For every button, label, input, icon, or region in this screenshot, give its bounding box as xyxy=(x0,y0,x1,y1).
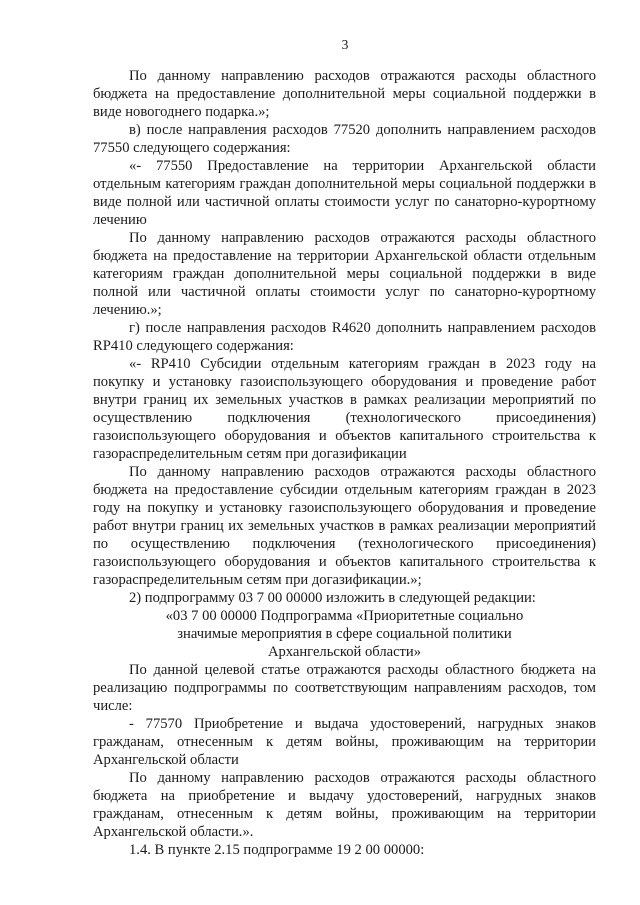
paragraph-subprogram-037-intro: 2) подпрограмму 03 7 00 00000 изложить в следующей редакции: xyxy=(129,590,536,606)
paragraph-77570-title: - 77570 Приобретение и выдача удостоверений, нагрудных знаков гражданам, отнесенным к детям войны, проживающим на территории Архангельской области xyxy=(93,716,596,768)
paragraph-target-article: По данной целевой статье отражаются расходы областного бюджета на реализацию подпрограммы по соответствующим направлениям расходов, том числе: xyxy=(93,662,596,714)
paragraph-item-g: г) после направления расходов R4620 дополнить направлением расходов RP410 следующего содержания: xyxy=(93,320,596,354)
paragraph-rp410-description: По данному направлению расходов отражаются расходы областного бюджета на предоставление субсидии отдельным категориям граждан в 2023 году на покупку и установку газоиспользующего оборудования и проведение работ внутри границ их земельных участков в рамках реализации мероприятий по осуществлению подключения (технологического присоединения) газоиспользующего оборудования и объектов капитального строительства к газораспределительным сетям при догазификации.»; xyxy=(93,464,596,588)
paragraph-item-v: в) после направления расходов 77520 дополнить направлением расходов 77550 следующего содержания: xyxy=(93,122,596,156)
paragraph-77570-description: По данному направлению расходов отражаются расходы областного бюджета на приобретение и выдачу удостоверений, нагрудных знаков гражданам, отнесенным к детям войны, проживающим на территории Архангельской области.». xyxy=(93,770,596,840)
paragraph-rp410-title: «- RP410 Субсидии отдельным категориям граждан в 2023 году на покупку и установку газоиспользующего оборудования и проведение работ внутри границ их земельных участков в рамках реализации мероприятий по осуществлению подключения (технологического присоединения) газоиспользующего оборудования и объектов капитального строительства к газораспределительным сетям при догазификации xyxy=(93,356,596,462)
paragraph-77550-description: По данному направлению расходов отражаются расходы областного бюджета на предоставление на территории Архангельской области отдельным категориям граждан дополнительной меры социальной поддержки в виде полной или частичной оплаты стоимости услуг по санаторно-курортному лечению.»; xyxy=(93,230,596,318)
paragraph-new-year-gift-note: По данному направлению расходов отражаются расходы областного бюджета на предоставление дополнительной меры социальной поддержки в виде новогоднего подарка.»; xyxy=(93,68,596,120)
paragraph-item-1-4: 1.4. В пункте 2.15 подпрограмме 19 2 00 00000: xyxy=(129,842,425,858)
page-number: 3 xyxy=(341,37,349,52)
document-body xyxy=(93,67,596,859)
paragraph-77550-title: «- 77550 Предоставление на территории Архангельской области отдельным категориям граждан дополнительной меры социальной поддержки в виде полной или частичной оплаты стоимости услуг по санаторно-курортному лечению xyxy=(93,158,596,228)
subprogram-heading: «03 7 00 00000 Подпрограмма «Приоритетные социально значимые мероприятия в сфере социальной политики Архангельской области» xyxy=(165,608,524,660)
